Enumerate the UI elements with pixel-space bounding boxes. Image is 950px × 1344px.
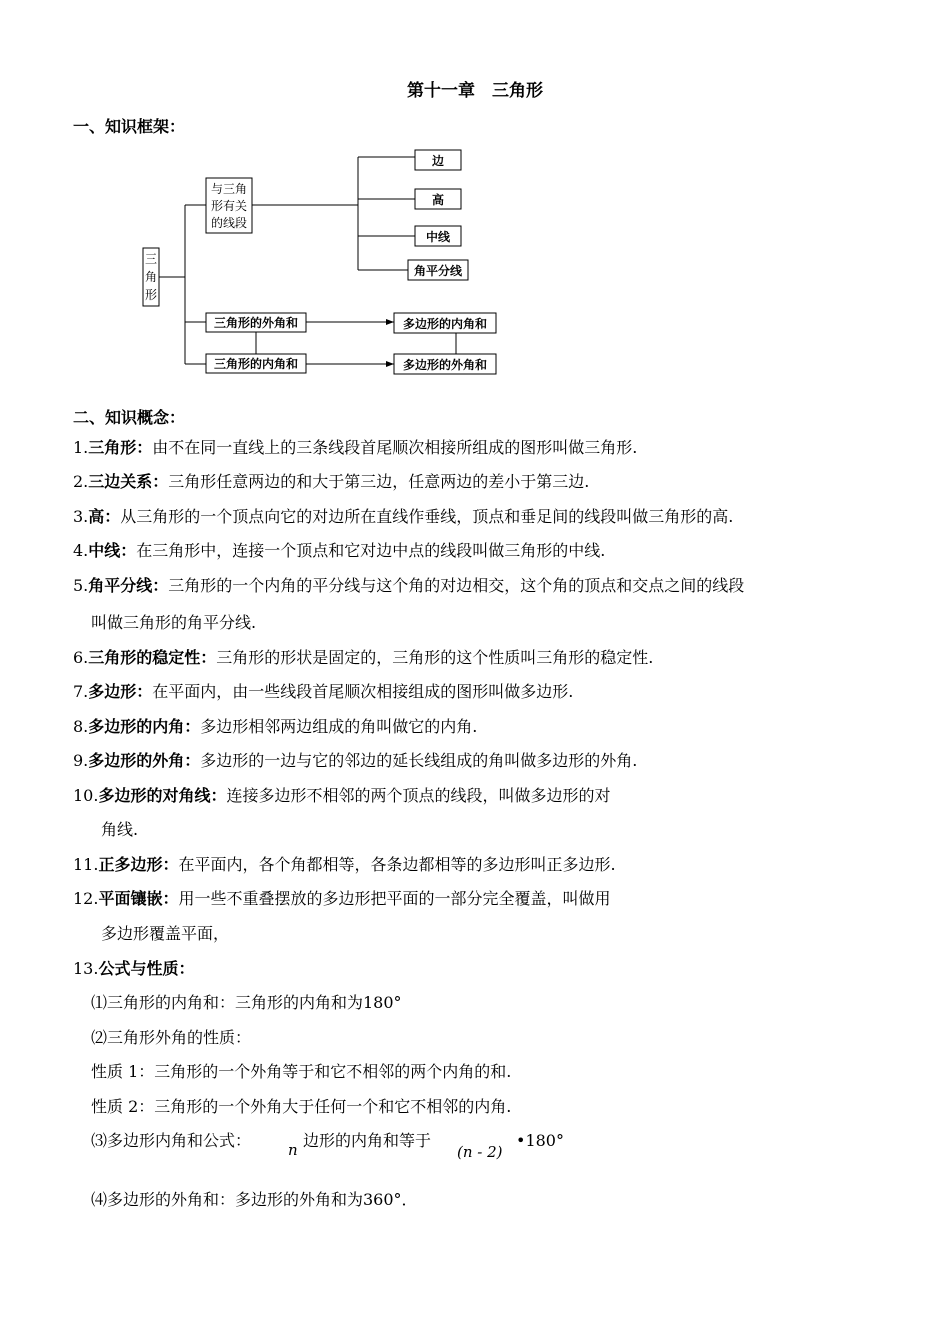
item-number: 5. bbox=[73, 576, 89, 595]
concept-item-5-continuation: 叫做三角形的角平分线. bbox=[91, 613, 257, 632]
item-text: 连接多边形不相邻的两个顶点的线段，叫做多边形的对 bbox=[226, 786, 611, 805]
poly-ext-label: 多边形的外角和 bbox=[402, 358, 488, 372]
page-title: 第十一章 三角形 bbox=[407, 81, 543, 101]
item-term: 高： bbox=[88, 507, 121, 526]
section-heading-framework: 一、知识框架： bbox=[73, 117, 186, 136]
item-term: 多边形的对角线： bbox=[98, 786, 227, 805]
item-text: 三角形任意两边的和大于第三边，任意两边的差小于第三边. bbox=[168, 472, 590, 491]
item-term: 平面镶嵌： bbox=[98, 889, 179, 908]
item-term: 角平分线： bbox=[88, 576, 169, 595]
concept-item-12-continuation: 多边形覆盖平面， bbox=[101, 924, 230, 943]
root-char-1: 三 bbox=[144, 252, 158, 266]
item-number: 6. bbox=[73, 648, 89, 667]
concept-item-1 bbox=[73, 438, 637, 458]
item-text: 多边形的一边与它的邻边的延长线组成的角叫做多边形的外角. bbox=[200, 751, 638, 770]
knowledge-framework-diagram bbox=[0, 0, 950, 400]
segments-line-3: 的线段 bbox=[210, 216, 248, 230]
item-number: 11. bbox=[73, 855, 99, 874]
item-text: 在三角形中，连接一个顶点和它对边中点的线段叫做三角形的中线. bbox=[136, 541, 606, 560]
item-text: 三角形的形状是固定的，三角形的这个性质叫三角形的稳定性. bbox=[216, 648, 654, 667]
formula-3-prefix: ⑶多边形内角和公式： bbox=[91, 1131, 252, 1150]
leaf-bisector-label: 角平分线 bbox=[413, 264, 463, 278]
concept-item-7 bbox=[73, 682, 573, 702]
formula-4: ⑷多边形的外角和：多边形的外角和为360°． bbox=[91, 1190, 418, 1209]
item-term: 三角形的稳定性： bbox=[88, 648, 217, 667]
concept-item-10 bbox=[73, 786, 610, 806]
formula-3-n: n bbox=[288, 1141, 298, 1159]
item-number: 10. bbox=[73, 786, 99, 805]
item-number: 4. bbox=[73, 541, 89, 560]
concept-item-13 bbox=[73, 959, 194, 979]
leaf-median-label: 中线 bbox=[425, 230, 451, 244]
root-char-2: 角 bbox=[144, 270, 158, 284]
concept-item-9 bbox=[73, 751, 637, 771]
item-number: 13. bbox=[73, 959, 99, 978]
segments-line-1: 与三角 bbox=[210, 182, 248, 196]
int-angle-sum-label: 三角形的内角和 bbox=[213, 357, 299, 371]
item-text: 由不在同一直线上的三条线段首尾顺次相接所组成的图形叫做三角形. bbox=[152, 438, 638, 457]
concept-item-5 bbox=[73, 576, 744, 596]
poly-int-label: 多边形的内角和 bbox=[402, 317, 488, 331]
item-term: 三角形： bbox=[88, 438, 153, 457]
item-number: 8. bbox=[73, 717, 89, 736]
item-text: 三角形的一个内角的平分线与这个角的对边相交，这个角的顶点和交点之间的线段 bbox=[168, 576, 745, 595]
leaf-side-label: 边 bbox=[431, 154, 445, 168]
concept-item-6 bbox=[73, 648, 653, 668]
item-term: 多边形： bbox=[88, 682, 153, 701]
concept-item-4 bbox=[73, 541, 605, 561]
item-term: 中线： bbox=[88, 541, 137, 560]
item-term: 多边形的外角： bbox=[88, 751, 201, 770]
property-2: 性质 2：三角形的一个外角大于任何一个和它不相邻的内角. bbox=[91, 1097, 512, 1116]
concept-item-8 bbox=[73, 717, 477, 737]
item-number: 2. bbox=[73, 472, 89, 491]
item-number: 12. bbox=[73, 889, 99, 908]
leaf-height-label: 高 bbox=[431, 193, 445, 207]
formula-1: ⑴三角形的内角和：三角形的内角和为180° bbox=[91, 993, 402, 1012]
item-text: 在平面内，由一些线段首尾顺次相接组成的图形叫做多边形. bbox=[152, 682, 574, 701]
formula-3-paren: (n - 2) bbox=[457, 1143, 503, 1161]
item-term: 多边形的内角： bbox=[88, 717, 201, 736]
item-number: 3. bbox=[73, 507, 89, 526]
item-text: 用一些不重叠摆放的多边形把平面的一部分完全覆盖，叫做用 bbox=[178, 889, 611, 908]
property-1: 性质 1：三角形的一个外角等于和它不相邻的两个内角的和. bbox=[91, 1062, 512, 1081]
concept-item-10-continuation: 角线. bbox=[101, 820, 139, 839]
segments-line-2: 形有关 bbox=[210, 199, 248, 213]
ext-angle-sum-label: 三角形的外角和 bbox=[213, 316, 299, 330]
root-char-3: 形 bbox=[144, 288, 158, 302]
item-term: 三边关系： bbox=[88, 472, 169, 491]
item-text: 多边形相邻两边组成的角叫做它的内角. bbox=[200, 717, 478, 736]
formula-2: ⑵三角形外角的性质： bbox=[91, 1028, 252, 1047]
item-number: 1. bbox=[73, 438, 89, 457]
item-text: 在平面内，各个角都相等，各条边都相等的多边形叫正多边形. bbox=[178, 855, 616, 874]
item-term: 正多边形： bbox=[98, 855, 179, 874]
formula-3-post: •180° bbox=[516, 1131, 564, 1150]
section-heading-concepts: 二、知识概念： bbox=[73, 408, 186, 427]
concept-item-11 bbox=[73, 855, 616, 875]
item-number: 7. bbox=[73, 682, 89, 701]
formula-3-mid: 边形的内角和等于 bbox=[303, 1131, 432, 1150]
item-number: 9. bbox=[73, 751, 89, 770]
item-text: 从三角形的一个顶点向它的对边所在直线作垂线，顶点和垂足间的线段叫做三角形的高. bbox=[120, 507, 734, 526]
concept-item-12 bbox=[73, 889, 610, 909]
item-term: 公式与性质： bbox=[98, 959, 195, 978]
concept-item-3 bbox=[73, 507, 733, 527]
concept-item-2 bbox=[73, 472, 589, 492]
